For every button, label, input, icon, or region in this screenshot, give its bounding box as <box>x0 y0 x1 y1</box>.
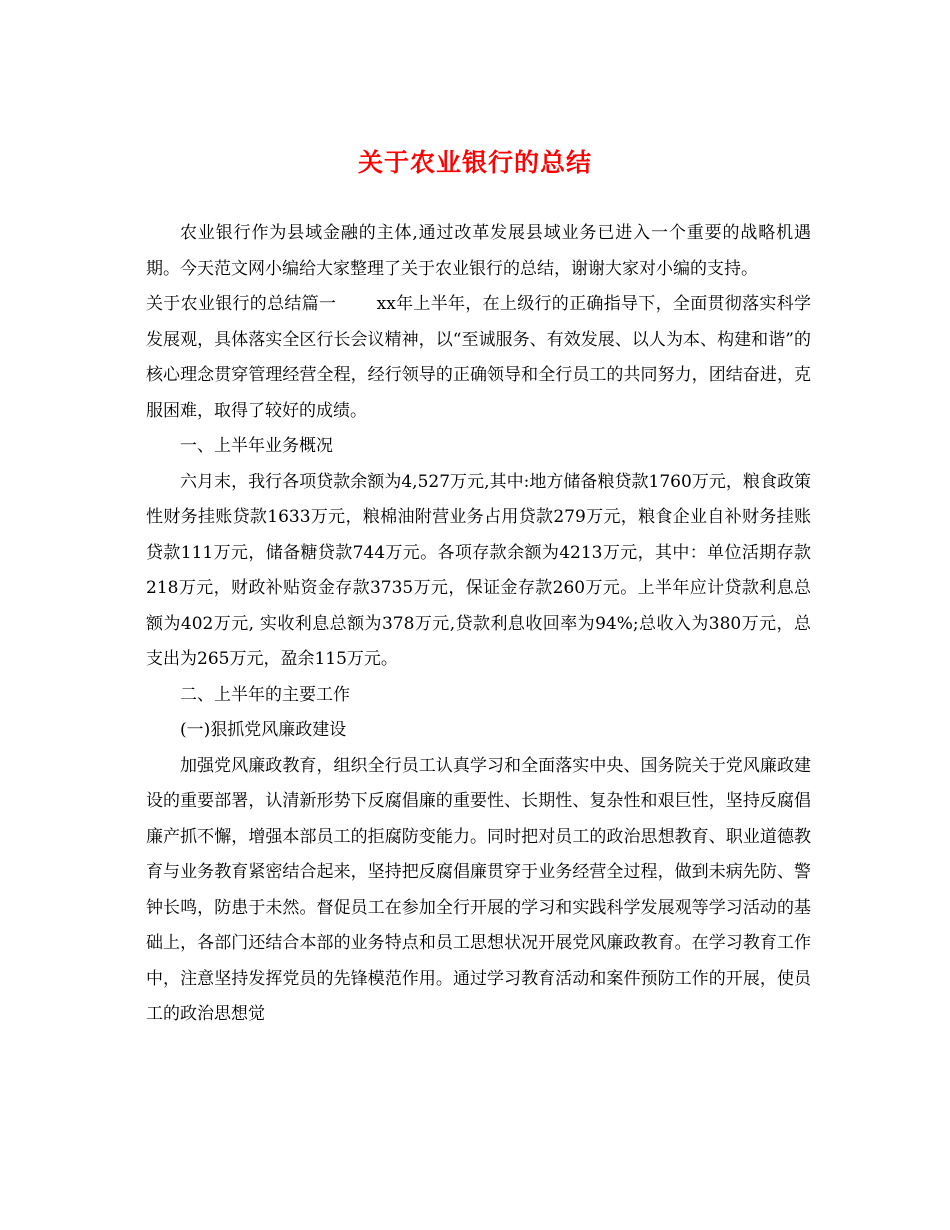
paragraph: 农业银行作为县域金融的主体,通过改革发展县域业务已进入一个重要的战略机遇期。今天范文网小编给大家整理了关于农业银行的总结，谢谢大家对小编的支持。 <box>146 223 811 279</box>
document-body <box>146 216 811 1033</box>
section-heading: 二、上半年的主要工作 <box>180 684 350 705</box>
paragraph: 关于农业银行的总结篇一 xx年上半年，在上级行的正确指导下，全面贯彻落实科学发展观，具体落实全区行长会议精神，以“至诚服务、有效发展、以人为本、构建和谐”的核心理念贯穿管理经营全程，经行领导的正确领导和全行员工的共同努力，团结奋进，克服困难，取得了较好的成绩。 <box>146 294 811 421</box>
section-heading: 一、上半年业务概况 <box>180 436 333 456</box>
paragraph: 加强党风廉政教育，组织全行员工认真学习和全面落实中央、国务院关于党风廉政建设的重要部署，认清新形势下反腐倡廉的重要性、长期性、复杂性和艰巨性，坚持反腐倡廉产抓不懈，增强本部员工的拒腐防变能力。同时把对员工的政治思想教育、职业道德教育与业务教育紧密结合起来，坚持把反腐倡廉贯穿于业务经营全过程，做到未病先防、警钟长鸣，防患于未然。督促员工在参加全行开展的学习和实践科学发展观等学习活动的基础上，各部门还结合本部的业务特点和员工思想状况开展党风廉政教育。在学习教育工作中，注意坚持发挥党员的先锋模范作用。通过学习教育活动和案件预防工作的开展，使员工的政治思想觉 <box>146 755 811 1024</box>
paragraph: 六月末，我行各项贷款余额为4,527万元,其中:地方储备粮贷款1760万元，粮食政策性财务挂账贷款1633万元，粮棉油附营业务占用贷款279万元，粮食企业自补财务挂账贷款111万元，储备糖贷款744万元。各项存款余额为4213万元，其中：单位活期存款218万元，财政补贴资金存款3735万元，保证金存款260万元。上半年应计贷款利息总额为402万元, 实收利息总额为378万元,贷款利息收回率为94%;总收入为380万元，总支出为265万元，盈余115万元。 <box>146 471 811 669</box>
subsection-heading: (一)狠抓党风廉政建设 <box>180 720 347 740</box>
document-title: 关于农业银行的总结 <box>357 148 592 177</box>
